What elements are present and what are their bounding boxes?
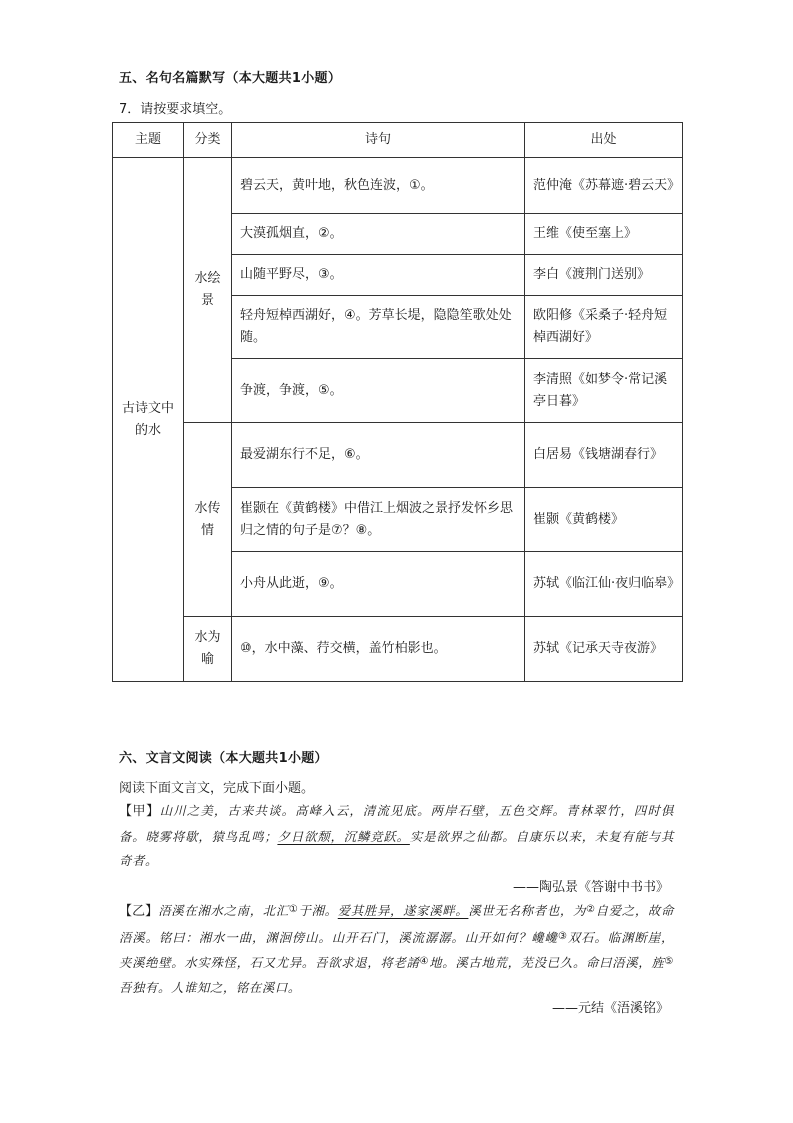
passage-yi-text: 于湘。 (298, 903, 338, 918)
header-verse: 诗句 (232, 123, 525, 158)
passage-yi-text: 自爱之，故命浯溪。铭曰：湘水一曲，渊洄傍山。山开石门，溪流潺潺。山开如何？巉巉 (119, 903, 674, 945)
verse-cell: 最爱湖东行不足，⑥。 (232, 423, 525, 488)
verse-cell: 山随平野尽，③。 (232, 255, 525, 296)
footnote-marker: ④ (419, 956, 430, 967)
passage-yi-text: 溪世无名称者也，为 (468, 903, 587, 918)
category-label: 水传情 (194, 500, 221, 538)
source-cell: 王维《使至塞上》 (525, 214, 683, 255)
table-header-row (113, 123, 683, 158)
footnote-marker: ① (288, 904, 299, 915)
table-row (113, 158, 683, 214)
passage-yi-underlined: 爱其胜异，遂家溪畔。 (337, 903, 469, 918)
theme-cell (113, 158, 184, 682)
section-five-title: 五、名句名篇默写（本大题共1小题） (119, 71, 342, 86)
reading-intro: 阅读下面文言文，完成下面小题。 (119, 781, 315, 796)
verse-cell: 轻舟短棹西湖好，④。芳草长堤，隐隐笙歌处处随。 (232, 296, 525, 359)
passage-jia (119, 799, 674, 874)
table-row (113, 423, 683, 488)
section-six-title: 六、文言文阅读（本大题共1小题） (119, 751, 328, 766)
passage-yi-text: 地。溪古地荒，芜没已久。命曰浯溪，旌 (429, 955, 665, 970)
verse-cell: 崔颢在《黄鹤楼》中借江上烟波之景抒发怀乡思归之情的句子是⑦？⑧。 (232, 488, 525, 552)
source-cell: 欧阳修《采桑子·轻舟短棹西湖好》 (525, 296, 683, 359)
source-cell: 李清照《如梦令·常记溪亭日暮》 (525, 359, 683, 423)
footnote-marker: ⑤ (664, 956, 674, 967)
theme-label: 古诗文中的水 (121, 400, 174, 438)
verse-cell: 碧云天，黄叶地，秋色连波，①。 (232, 158, 525, 214)
category-cell (184, 158, 232, 423)
question-seven: 7．请按要求填空。 (119, 102, 232, 117)
passage-yi-label: 【乙】 (119, 904, 159, 919)
passage-yi-source: ——元结《浯溪铭》 (551, 1001, 669, 1016)
source-cell: 范仲淹《苏幕遮·碧云天》 (525, 158, 683, 214)
verse-cell: ⑩，水中藻、荇交横，盖竹柏影也。 (232, 617, 525, 682)
verse-cell: 争渡，争渡，⑤。 (232, 359, 525, 423)
footnote-marker: ③ (557, 930, 568, 942)
passage-jia-source: ——陶弘景《答谢中书书》 (512, 880, 669, 895)
table-row (113, 617, 683, 682)
passage-yi-text: 双石。临渊断崖，夹溪绝壁。水实殊怪，石又尤异。吾欲求退，将老誵 (119, 929, 674, 970)
passage-jia-text-1: 山川之美，古来共谈。高峰入云，清流见底。两岸石壁，五色交辉。青林翠竹，四时俱备。晓雾将歇，猿鸟乱鸣； (119, 803, 674, 844)
category-label: 水绘景 (194, 271, 221, 308)
passage-jia-label: 【甲】 (119, 804, 160, 819)
verse-cell: 大漠孤烟直，②。 (232, 214, 525, 255)
passage-jia-underlined: 夕日欲颓，沉鳞竞跃。 (277, 828, 410, 844)
source-cell: 苏轼《临江仙·夜归临皋》 (525, 552, 683, 617)
source-cell: 白居易《钱塘湖春行》 (525, 423, 683, 488)
footnote-marker: ② (586, 904, 596, 915)
verse-cell: 小舟从此逝，⑨。 (232, 552, 525, 617)
header-category: 分类 (184, 123, 232, 158)
category-label: 水为喻 (194, 630, 221, 667)
source-cell: 苏轼《记承天寺夜游》 (525, 617, 683, 682)
header-theme: 主题 (113, 123, 184, 158)
passage-yi-text: 吾独有。人谁知之，铭在溪口。 (119, 979, 301, 995)
passage-yi-text: 浯溪在湘水之南，北汇 (158, 903, 289, 918)
header-source: 出处 (525, 123, 683, 158)
category-cell (184, 617, 232, 682)
source-cell: 李白《渡荆门送别》 (525, 255, 683, 296)
poem-fill-table (112, 122, 683, 682)
passage-jia-text-2: 实是欲界之仙都。自康乐以来，未复有能与其奇者。 (119, 828, 675, 868)
category-cell (184, 423, 232, 617)
passage-yi (119, 898, 674, 1000)
source-cell: 崔颢《黄鹤楼》 (525, 488, 683, 552)
